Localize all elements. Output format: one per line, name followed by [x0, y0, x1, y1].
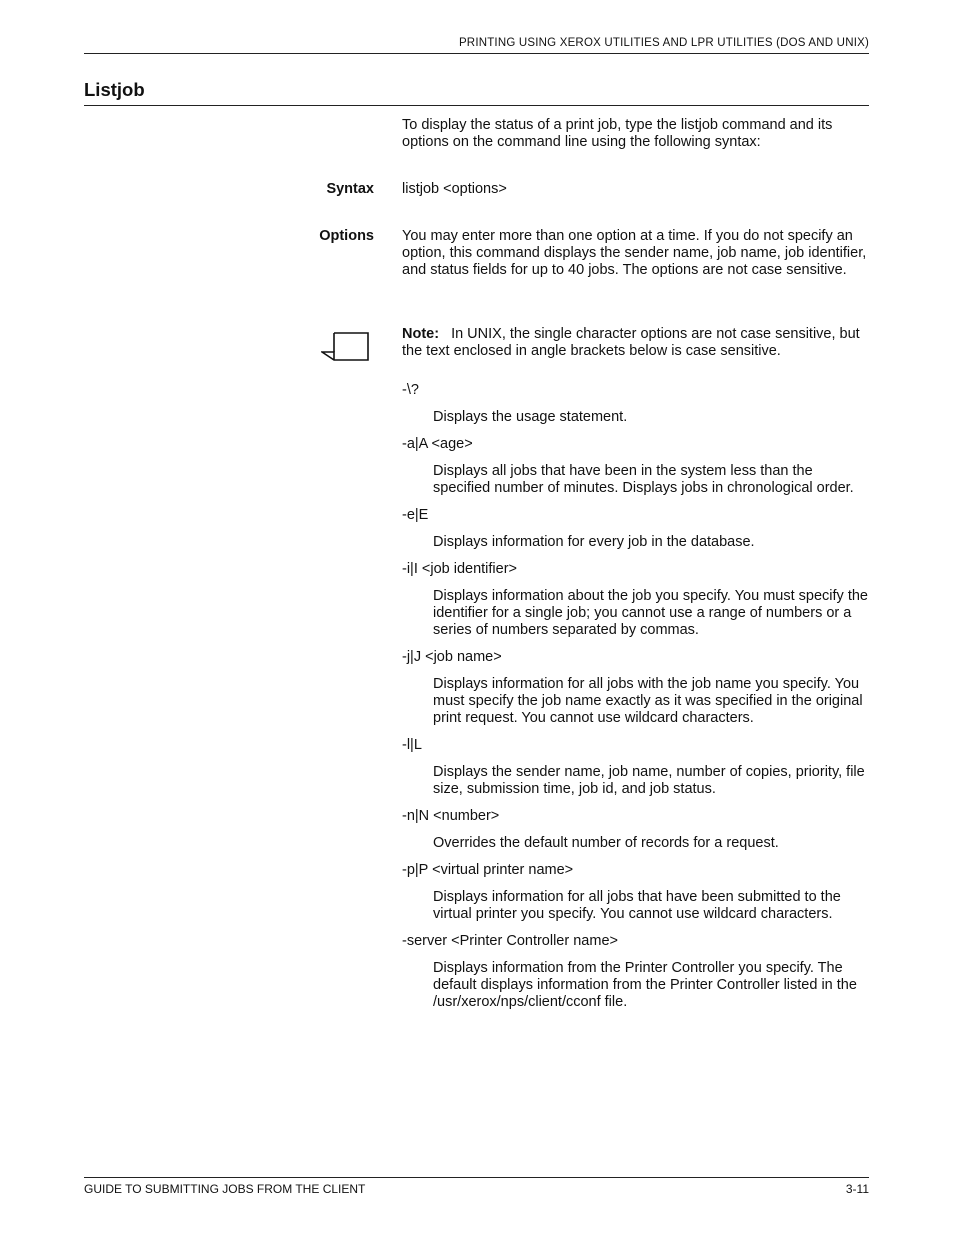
option-description: Displays all jobs that have been in the system less than the specified number of minutes. Displays jobs in chronological order. [433, 463, 854, 496]
option-flag: -e|E [402, 507, 429, 523]
option-description: Displays the usage statement. [433, 409, 628, 425]
section-title: Listjob [84, 79, 869, 106]
list-item [402, 507, 872, 551]
option-description: Displays information for all jobs that have been submitted to the virtual printer you specify. You cannot use wildcard characters. [433, 889, 841, 922]
list-item [402, 862, 872, 923]
note-text: In UNIX, the single character options are not case sensitive, but the text enclosed in angle brackets below is case sensitive. [402, 326, 860, 359]
list-item [402, 561, 872, 639]
list-item [402, 933, 872, 1011]
option-flag: -p|P <virtual printer name> [402, 862, 574, 878]
option-description: Displays information for every job in the database. [433, 534, 755, 550]
option-description: Overrides the default number of records for a request. [433, 835, 779, 851]
list-item [402, 737, 872, 798]
intro-paragraph: To display the status of a print job, type the listjob command and its options on the command line using the following syntax: [402, 117, 833, 150]
option-flag: -\? [402, 382, 419, 398]
running-header: PRINTING USING XEROX UTILITIES AND LPR UTILITIES (DOS AND UNIX) [84, 37, 869, 54]
option-description: Displays information from the Printer Controller you specify. The default displays information from the Printer Controller listed in the /usr/xerox/nps/client/cconf file. [433, 960, 857, 1010]
option-flag: -server <Printer Controller name> [402, 933, 618, 949]
options-paragraph: You may enter more than one option at a time. If you do not specify an option, this command displays the sender name, job name, job identifier, and status fields for up to 40 jobs. The options are not case sensitive. [402, 228, 867, 278]
note-icon [321, 332, 371, 362]
list-item [402, 808, 872, 852]
page-footer [84, 1177, 869, 1196]
option-flag: -i|I <job identifier> [402, 561, 517, 577]
list-item [402, 436, 872, 497]
footer-title: GUIDE TO SUBMITTING JOBS FROM THE CLIENT [84, 1182, 366, 1196]
option-description: Displays information about the job you specify. You must specify the identifier for a single job; you cannot use a range of numbers or a series of numbers separated by commas. [433, 588, 868, 638]
note-label: Note: [402, 326, 440, 342]
options-label: Options [319, 228, 374, 244]
syntax-label: Syntax [326, 181, 374, 197]
note-block [402, 326, 872, 360]
option-flag: -l|L [402, 737, 422, 753]
option-flag: -a|A <age> [402, 436, 473, 452]
list-item [402, 382, 872, 426]
list-item [402, 649, 872, 727]
syntax-text: listjob <options> [402, 181, 507, 197]
option-description: Displays information for all jobs with the job name you specify. You must specify the job name exactly as it was specified in the original print request. You cannot use wildcard characters. [433, 676, 863, 726]
page-number: 3-11 [845, 1182, 869, 1196]
options-list [402, 382, 872, 1021]
option-flag: -n|N <number> [402, 808, 500, 824]
option-flag: -j|J <job name> [402, 649, 502, 665]
option-description: Displays the sender name, job name, number of copies, priority, file size, submission time, job id, and job status. [433, 764, 865, 797]
